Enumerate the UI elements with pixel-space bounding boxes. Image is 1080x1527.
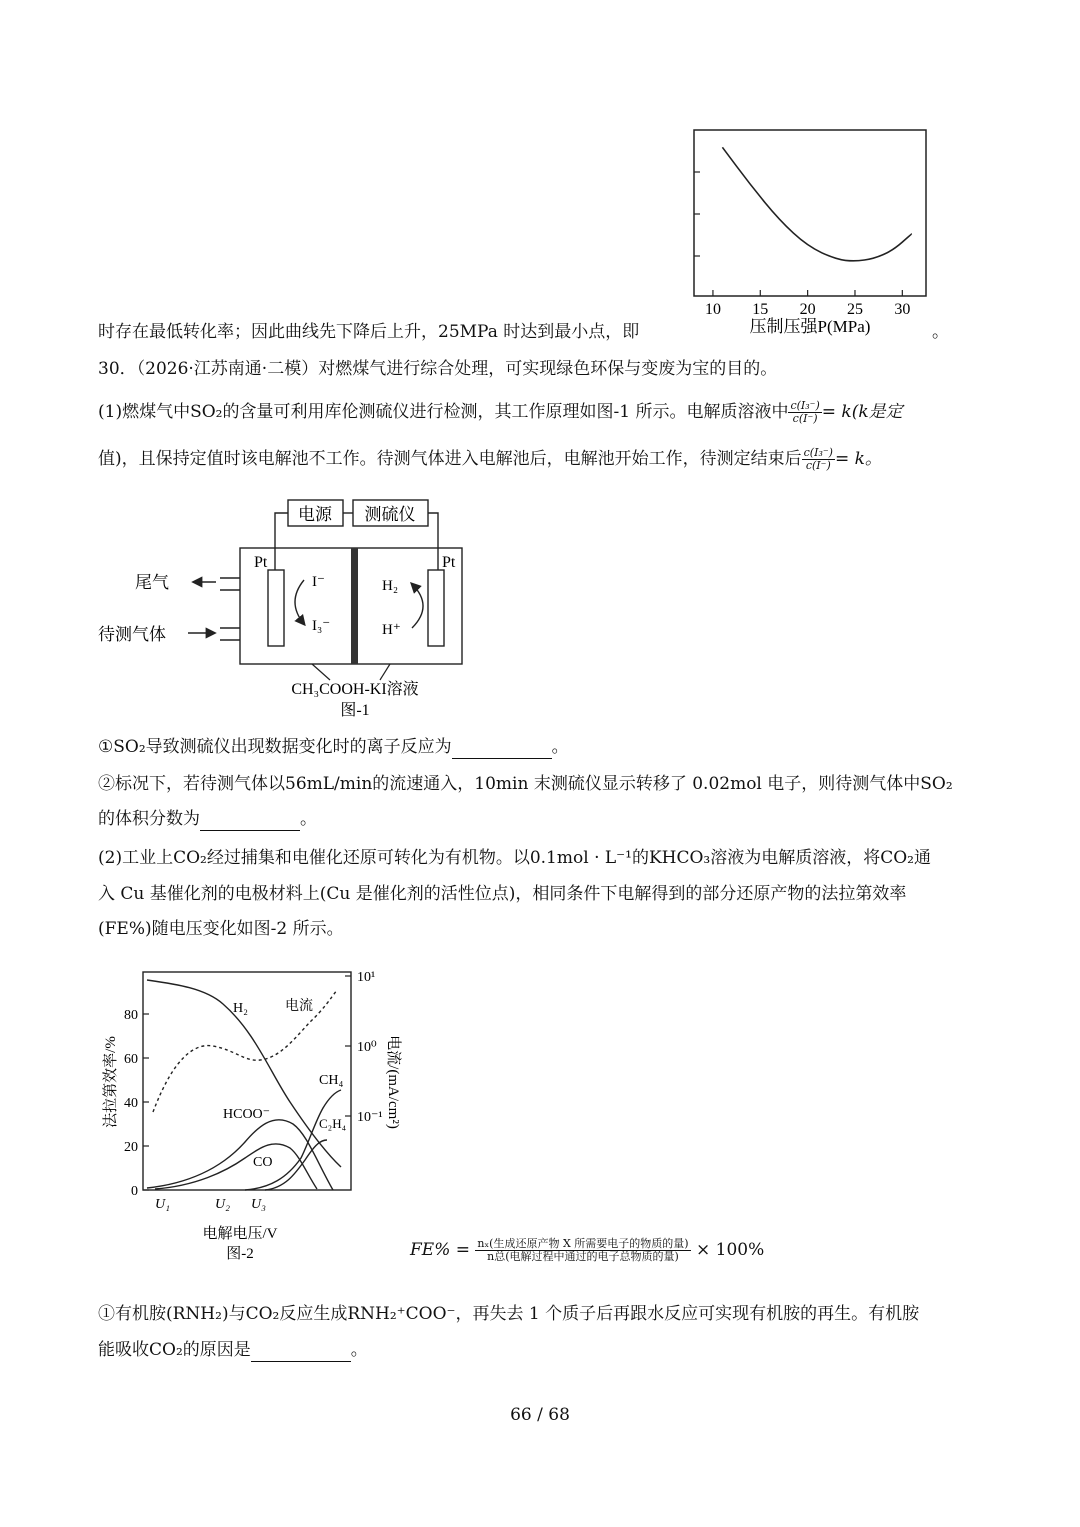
- q1-a-end: 。: [551, 737, 569, 757]
- solution-label: CH₃COOH-KI溶液: [291, 681, 419, 698]
- figure-2: [95, 962, 415, 1262]
- q2-a-line2: [98, 1338, 368, 1362]
- page-number: 66 / 68: [510, 1405, 570, 1425]
- q2-a2-text: 能吸收CO₂的原因是: [98, 1340, 251, 1360]
- fig2-ytick-20: 20: [124, 1140, 138, 1155]
- part1-line1-tail: = k(k是定: [821, 402, 903, 422]
- fig2-xtick-u3: U₃: [251, 1197, 266, 1212]
- fig2-xtick-u2: U₂: [215, 1197, 230, 1212]
- question-intro: 对燃煤气进行综合处理，可实现绿色环保与变废为宝的目的。: [318, 359, 778, 379]
- fig2-xtick-u1: U₁: [155, 1197, 170, 1212]
- fig2-ytick-40: 40: [124, 1096, 138, 1111]
- fig2-ytick-80: 80: [124, 1008, 138, 1023]
- pt-right-label: Pt: [442, 554, 456, 571]
- fig2-ylabel: 法拉第效率/%: [103, 1036, 119, 1128]
- ion-h2-label: H₂: [382, 578, 399, 594]
- electrode-right: [428, 570, 444, 646]
- fig2-label-c2h4: C₂H₄: [319, 1116, 347, 1131]
- fe-formula-fraction: [475, 1238, 690, 1263]
- part2-line2: 入 Cu 基催化剂的电极材料上(Cu 是催化剂的活性位点)，相同条件下电解得到的部分还原产物的法拉第效率: [98, 884, 907, 904]
- question-source: （2026·江苏南通·二模）: [136, 359, 319, 379]
- fe-formula-rhs: × 100%: [695, 1240, 765, 1260]
- top-chart-xtick-label: 10: [704, 301, 721, 318]
- q1-a: [98, 735, 569, 759]
- fig2-xlabel: 电解电压/V: [202, 1226, 278, 1242]
- frac-num-2: c(I₃⁻): [803, 446, 833, 459]
- q2-a2-end: 。: [350, 1340, 368, 1360]
- electrode-left: [268, 570, 284, 646]
- figure-1: [90, 490, 490, 720]
- figure-1-caption: 图-1: [340, 702, 370, 719]
- part1-line1-text: (1)燃煤气中SO₂的含量可利用库伦测硫仪进行检测，其工作原理如图-1 所示。电解质溶液中: [98, 402, 789, 422]
- fe-formula-lhs: FE% =: [410, 1240, 471, 1260]
- q1-b-blank[interactable]: [200, 812, 300, 831]
- meter-label: 测硫仪: [364, 505, 416, 524]
- top-chart-yticks: [694, 172, 700, 256]
- top-chart-xticks: [705, 290, 910, 318]
- fraction-i3-over-i: [788, 400, 821, 425]
- part1-line1: [98, 400, 903, 425]
- gas-in-label: 待测气体: [98, 625, 166, 644]
- fig2-y2tick-10-0: 10⁰: [357, 1040, 377, 1055]
- part2-line1: (2)工业上CO₂经过捕集和电催化还原可转化为有机物。以0.1mol · L⁻¹的KHCO₃溶液为电解质溶液，将CO₂通: [98, 848, 931, 868]
- wire-right: [428, 513, 438, 570]
- top-chart-xtick-label: 30: [894, 301, 911, 318]
- ion-i-label: I⁻: [312, 574, 325, 590]
- arrow-h-to-h2: [412, 584, 423, 628]
- fe-formula-den: n总(电解过程中通过的电子总物质的量): [487, 1250, 679, 1263]
- membrane: [351, 548, 358, 664]
- frac-den-2: c(I⁻): [805, 459, 831, 472]
- fig2-right-yticks: [345, 976, 351, 1116]
- pt-left-label: Pt: [254, 554, 268, 571]
- prev-line-text: 时存在最低转化率；因此曲线先下降后上升，25MPa 时达到最小点，即: [98, 322, 640, 342]
- arrow-i-to-i3: [295, 580, 304, 624]
- ion-i3-label: I₃⁻: [312, 618, 331, 634]
- top-chart-curve: [722, 147, 911, 261]
- fig2-label-co: CO: [253, 1155, 273, 1170]
- fig2-curve-hcoo: [147, 1120, 333, 1190]
- fig2-y2tick-10-m1: 10⁻¹: [357, 1110, 383, 1125]
- figure-2-caption: 图-2: [226, 1246, 254, 1262]
- top-chart-xtick-label: 25: [846, 301, 863, 318]
- top-chart-xtick-label: 15: [752, 301, 769, 318]
- top-chart-xtick-label: 20: [799, 301, 816, 318]
- fig2-y2label: 电流/(mA/cm²): [385, 1035, 401, 1129]
- fig2-ytick-0: 0: [131, 1184, 138, 1199]
- frac-num: c(I₃⁻): [790, 399, 820, 412]
- fe-formula: [410, 1238, 764, 1263]
- q1-a-text: ①SO₂导致测硫仪出现数据变化时的离子反应为: [98, 737, 452, 757]
- fig2-ytick-60: 60: [124, 1052, 138, 1067]
- fig2-label-current: 电流: [285, 999, 313, 1014]
- prev-line-end: 。: [932, 322, 949, 342]
- q1-b2-text: 的体积分数为: [98, 809, 200, 829]
- q1-b-line1: ②标况下，若待测气体以56mL/min的流速通入，10min 末测硫仪显示转移了 0.02mol 电子，则待测气体中SO₂: [98, 774, 953, 794]
- fig2-y2tick-10-1: 10¹: [357, 970, 376, 985]
- frac-den: c(I⁻): [792, 412, 818, 425]
- fig2-label-h2: H₂: [233, 1001, 248, 1016]
- part1-line2-tail: = k。: [834, 449, 882, 469]
- fig2-left-yticks: [143, 1014, 149, 1190]
- part1-line2: [98, 447, 882, 472]
- wire-left: [275, 513, 288, 570]
- prev-line: [98, 320, 639, 344]
- q1-b-line2: [98, 807, 317, 831]
- fraction-i3-over-i-2: [802, 447, 835, 472]
- question-30-header: [98, 357, 777, 381]
- q1-a-blank[interactable]: [452, 740, 552, 759]
- fig2-label-ch4: CH₄: [319, 1073, 344, 1088]
- q2-a-blank[interactable]: [251, 1343, 351, 1362]
- q2-a-line1: ①有机胺(RNH₂)与CO₂反应生成RNH₂⁺COO⁻，再失去 1 个质子后再跟水反应可实现有机胺的再生。有机胺: [98, 1304, 920, 1324]
- part1-line2-text: 值)，且保持定值时该电解池不工作。待测气体进入电解池后，电解池开始工作，待测定结束后: [98, 449, 802, 469]
- top-chart: [680, 120, 950, 345]
- fig2-label-hcoo: HCOO⁻: [223, 1107, 271, 1122]
- fe-formula-num: nₓ(生成还原产物 X 所需要电子的物质的量): [477, 1237, 689, 1250]
- top-chart-xlabel: 压制压强P(MPa): [749, 317, 871, 336]
- question-number: 30．: [98, 359, 137, 379]
- part2-line3: (FE%)随电压变化如图-2 所示。: [98, 919, 344, 939]
- ion-h-label: H⁺: [382, 622, 401, 638]
- exhaust-label: 尾气: [135, 573, 169, 592]
- power-label: 电源: [298, 505, 332, 524]
- q1-b2-end: 。: [300, 809, 317, 829]
